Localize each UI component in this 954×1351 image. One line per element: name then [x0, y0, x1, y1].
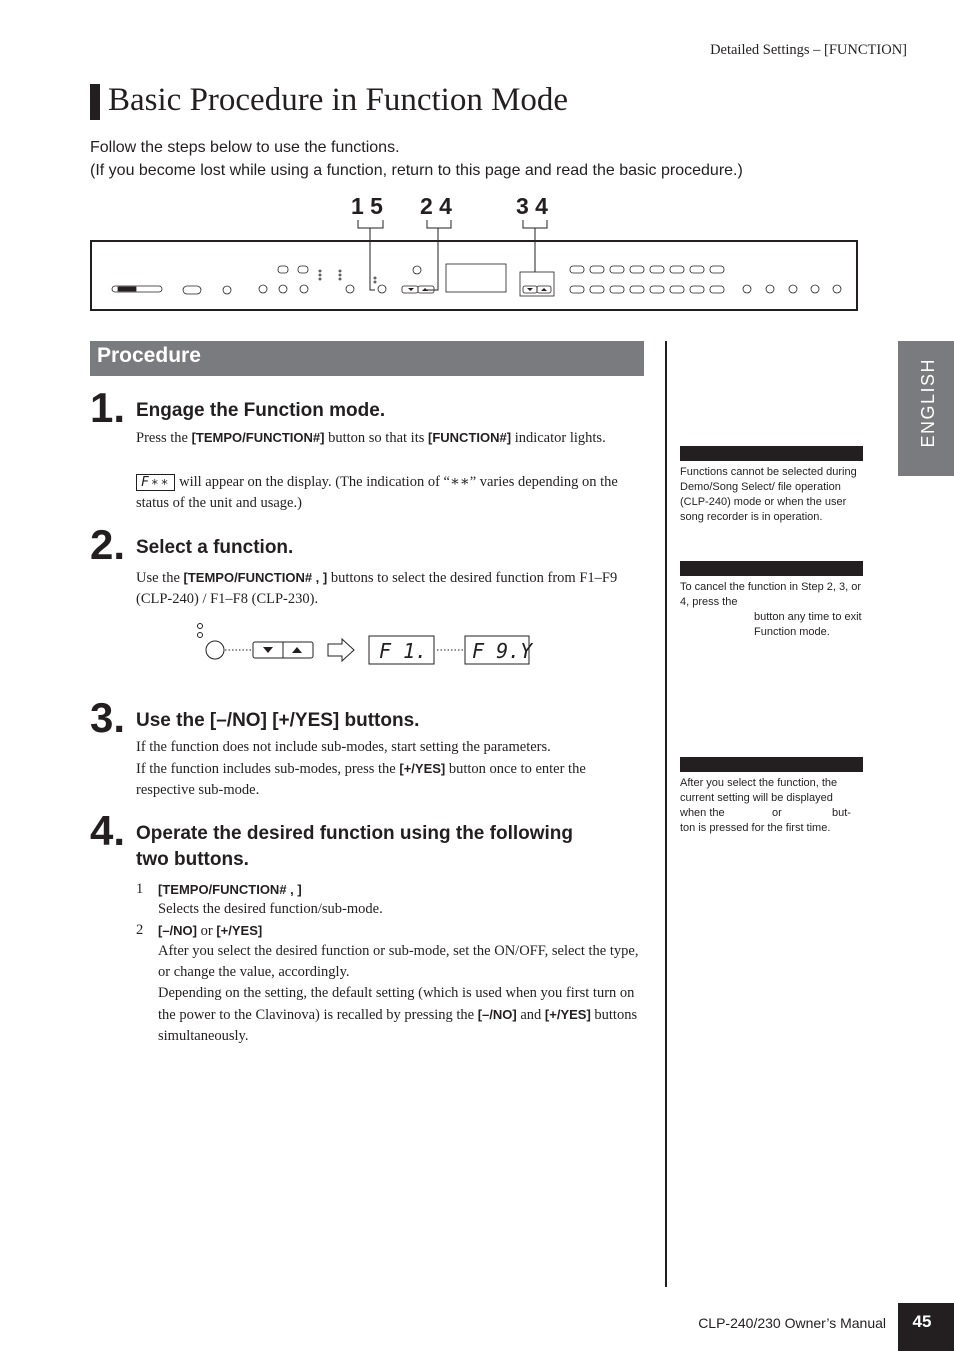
voice-button	[690, 266, 704, 273]
step-4-item-2-num: 2	[136, 922, 144, 938]
note-3-text-1: After you select the function, the current setting will be displayed	[680, 777, 838, 804]
callout-3-4: 3 4	[516, 193, 548, 219]
callout-2-4: 2 4	[420, 193, 452, 219]
lcd-indicator: F∗∗	[136, 474, 175, 491]
voice-button	[570, 286, 584, 293]
display-last: F 9.Y	[472, 639, 533, 663]
voice-button	[670, 266, 684, 273]
function-select-diagram	[195, 620, 540, 680]
key-function: [FUNCTION#]	[428, 430, 512, 445]
panel-button	[833, 285, 841, 293]
step-4-item-2-text-2: Depending on the setting, the default setting (which is used when you first turn on the power to the Clavinova) is recalled by pressing the [–/NO] and [+/YES] buttons simultaneously.	[158, 985, 638, 1044]
panel-button	[766, 285, 774, 293]
step-4-title-line-1: Operate the desired function using the following	[136, 823, 574, 844]
step-1-text: Press the [TEMPO/FUNCTION#] button so that its [FUNCTION#] indicator lights.	[136, 430, 606, 446]
voice-button	[610, 286, 624, 293]
voice-button	[650, 286, 664, 293]
step-4-item-2-text: After you select the desired function or sub-mode, set the ON/OFF, select the type, or change the value, accordingly.	[158, 943, 639, 980]
callout-1-5: 1 5	[351, 193, 383, 219]
voice-button	[630, 266, 644, 273]
running-head: Detailed Settings – [FUNCTION]	[710, 42, 907, 58]
voice-button	[710, 286, 724, 293]
note-2-header-bar	[680, 561, 863, 576]
page-title: Basic Procedure in Function Mode	[108, 82, 569, 118]
voice-button	[690, 286, 704, 293]
step-2-number: 2.	[90, 521, 126, 568]
intro-line-1: Follow the steps below to use the functions.	[90, 139, 400, 156]
note-3-header-bar	[680, 757, 863, 772]
voice-button	[670, 286, 684, 293]
note-1-header-bar	[680, 446, 863, 461]
note-3-text-2a: when the	[680, 807, 725, 819]
note-2-text-1: To cancel the function in Step 2, 3, or 4, press the	[680, 581, 862, 608]
key-tempo-function-arrows: [TEMPO/FUNCTION# , ]	[183, 570, 328, 585]
step-3-number: 3.	[90, 694, 126, 741]
note-3-text-3: ton is pressed for the first time.	[680, 822, 831, 834]
display-first: F 1.	[379, 639, 428, 663]
control-panel-illustration	[90, 240, 858, 311]
panel-button	[743, 285, 751, 293]
step-3-title: Use the [–/NO] [+/YES] buttons.	[136, 710, 420, 731]
voice-button	[610, 266, 624, 273]
note-3-text-2c: but-	[832, 807, 851, 819]
voice-button	[630, 286, 644, 293]
language-tab-label: ENGLISH	[918, 358, 938, 448]
step-1-display-text: F∗∗ will appear on the display. (The indication of “∗∗” varies depending on the status of the unit and usage.)	[136, 474, 618, 511]
step-4-item-1-num: 1	[136, 881, 144, 897]
step-3-text-1: If the function does not include sub-modes, start setting the parameters.	[136, 739, 551, 755]
step-1-title: Engage the Function mode.	[136, 400, 386, 421]
step-2-title: Select a function.	[136, 537, 294, 558]
column-divider	[665, 341, 667, 1287]
page-number: 45	[912, 1312, 932, 1331]
key-yes: [+/YES]	[399, 761, 446, 776]
footer-manual-title: CLP-240/230 Owner’s Manual	[698, 1315, 886, 1331]
note-1-text: Functions cannot be selected during Demo/Song Select/ file operation (CLP-240) mode or when the user song recorder is in operation.	[680, 466, 857, 523]
note-2-text-2: button any time to exit Function mode.	[754, 611, 862, 638]
step-1-number: 1.	[90, 384, 126, 431]
panel-button	[789, 285, 797, 293]
voice-button	[590, 286, 604, 293]
voice-buttons	[570, 266, 841, 293]
intro-line-2: (If you become lost while using a function, return to this page and read the basic procedure.)	[90, 162, 743, 179]
step-4-item-1-key: [TEMPO/FUNCTION# , ]	[158, 882, 302, 897]
step-2-text: Use the [TEMPO/FUNCTION# , ] buttons to select the desired function from F1–F9 (CLP-240) / F1–F8 (CLP-230).	[136, 570, 618, 607]
step-4-item-2-keys: [–/NO] or [+/YES]	[158, 923, 263, 939]
voice-button	[590, 266, 604, 273]
step-4-item-1-text: Selects the desired function/sub-mode.	[158, 901, 383, 917]
step-4-title-line-2: two buttons.	[136, 849, 249, 870]
voice-button	[710, 266, 724, 273]
step-4-number: 4.	[90, 807, 126, 854]
voice-button	[570, 266, 584, 273]
voice-button	[650, 266, 664, 273]
step-3-text-2: If the function includes sub-modes, press the [+/YES] button once to enter the respective sub-mode.	[136, 761, 586, 798]
procedure-heading: Procedure	[97, 344, 201, 367]
panel-drawing	[92, 242, 860, 313]
key-tempo-function: [TEMPO/FUNCTION#]	[191, 430, 325, 445]
note-3-text-2b: or	[772, 807, 782, 819]
panel-button	[811, 285, 819, 293]
